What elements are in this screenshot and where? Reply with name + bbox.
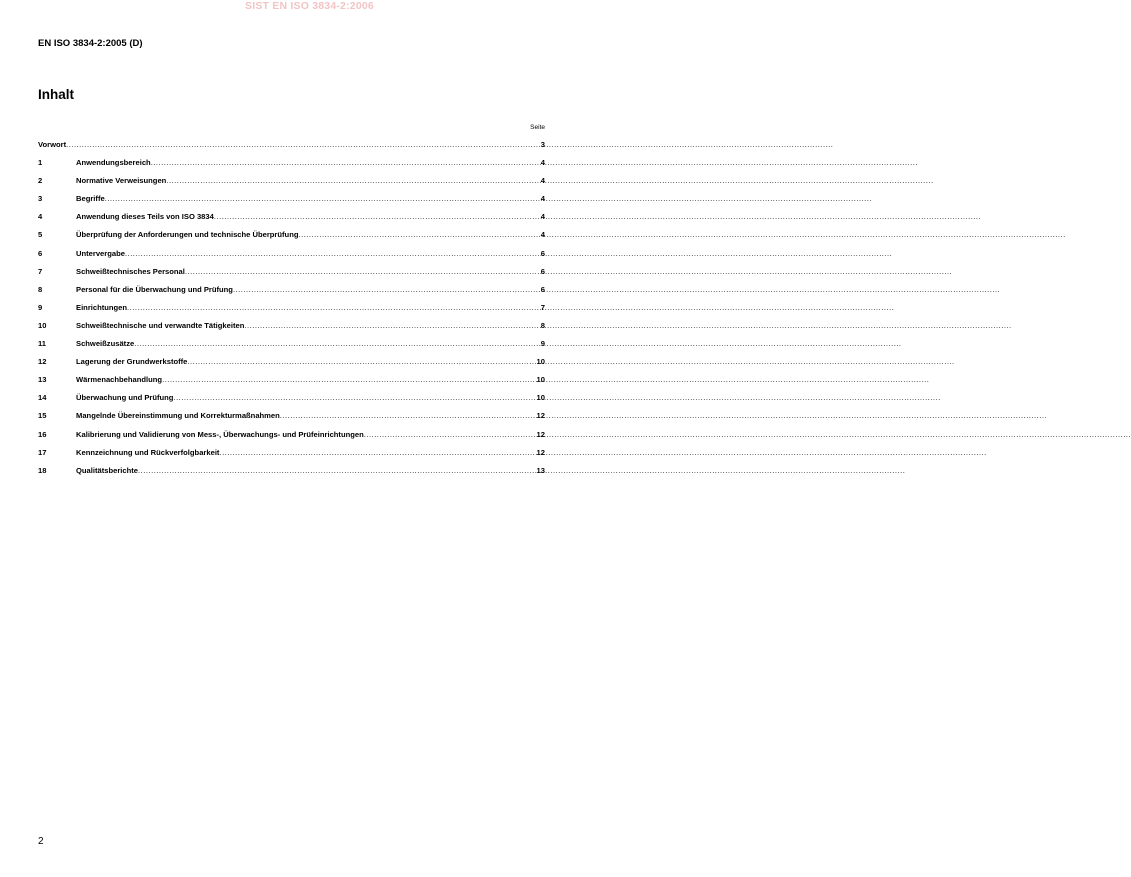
toc-entry[interactable] bbox=[38, 430, 545, 448]
toc-entry-page: 12 bbox=[536, 429, 545, 439]
toc-dot-leader bbox=[127, 303, 541, 312]
toc-entry-number: 7 bbox=[38, 266, 43, 276]
toc-dot-leader bbox=[166, 176, 540, 185]
toc-entry[interactable] bbox=[38, 230, 545, 248]
toc-entry[interactable] bbox=[38, 448, 545, 466]
toc-entry-title: Anwendungsbereich bbox=[76, 158, 151, 168]
page-number: 2 bbox=[38, 836, 44, 847]
toc-entry-page: 12 bbox=[536, 447, 545, 457]
toc-entry[interactable] bbox=[38, 321, 545, 339]
toc-entry[interactable] bbox=[38, 375, 545, 393]
toc-entry-title: Kalibrierung und Validierung von Mess-, Überwachungs- und Prüfeinrichtungen bbox=[76, 429, 364, 439]
toc-entry-page: 6 bbox=[540, 248, 545, 258]
document-id: EN ISO 3834-2:2005 (D) bbox=[38, 38, 143, 49]
toc-entry-page: 4 bbox=[540, 194, 545, 204]
toc-entry-page: 7 bbox=[540, 302, 545, 312]
toc-entry-number: 14 bbox=[38, 393, 47, 403]
watermark: SIST EN ISO 3834-2:2006 bbox=[245, 0, 374, 12]
toc-entry[interactable] bbox=[38, 393, 545, 411]
toc-entry-number: 2 bbox=[38, 176, 43, 186]
toc-dot-leader bbox=[214, 212, 541, 221]
page-column-label: Seite bbox=[530, 124, 545, 131]
toc-dot-leader bbox=[185, 267, 541, 276]
toc-entry[interactable] bbox=[38, 466, 545, 484]
toc-entry-number: 6 bbox=[38, 248, 43, 258]
toc-entry-number: 12 bbox=[38, 357, 47, 367]
toc-entry-page: 4 bbox=[540, 158, 545, 168]
toc-entry-number: 16 bbox=[38, 429, 47, 439]
toc-entry[interactable] bbox=[38, 194, 545, 212]
toc-entry-title: Überprüfung der Anforderungen und technische Überprüfung bbox=[76, 230, 299, 240]
toc-entry[interactable] bbox=[38, 303, 545, 321]
toc-entry-number: 8 bbox=[38, 284, 43, 294]
toc-entry-title: Lagerung der Grundwerkstoffe bbox=[76, 357, 188, 367]
toc-dot-leader bbox=[244, 321, 540, 330]
toc-entry[interactable] bbox=[38, 411, 545, 429]
toc-dot-leader bbox=[280, 411, 537, 420]
toc-dot-leader bbox=[134, 339, 541, 348]
toc-entry-number: 15 bbox=[38, 411, 47, 421]
toc-entry-title: Qualitätsberichte bbox=[76, 465, 139, 475]
toc-dot-leader bbox=[66, 140, 541, 149]
toc-entry[interactable] bbox=[38, 267, 545, 285]
toc-entry-page: 13 bbox=[536, 465, 545, 475]
toc-entry-number: 5 bbox=[38, 230, 43, 240]
toc-heading: Inhalt bbox=[38, 87, 74, 102]
toc-entry-number: 11 bbox=[38, 339, 47, 349]
toc-entry-number: 10 bbox=[38, 320, 47, 330]
toc-entry-title: Vorwort bbox=[38, 140, 67, 149]
toc-dot-leader bbox=[298, 230, 540, 239]
toc-dot-leader bbox=[219, 448, 536, 457]
toc-dot-leader bbox=[138, 466, 537, 475]
toc-dot-leader bbox=[162, 375, 536, 384]
toc-entry-title: Schweißtechnische und verwandte Tätigkeiten bbox=[76, 320, 245, 330]
toc-entry-number: 13 bbox=[38, 375, 47, 385]
toc-entry-title: Einrichtungen bbox=[76, 302, 128, 312]
toc-entry-page: 6 bbox=[540, 284, 545, 294]
toc-entry-title: Überwachung und Prüfung bbox=[76, 393, 174, 403]
toc-entry-page: 4 bbox=[540, 176, 545, 186]
toc-entry-title: Begriffe bbox=[76, 194, 105, 204]
toc-entry-number: 4 bbox=[38, 212, 43, 222]
toc-entry-title: Schweißtechnisches Personal bbox=[76, 266, 185, 276]
toc-entry[interactable] bbox=[38, 176, 545, 194]
toc-entry-page: 6 bbox=[540, 266, 545, 276]
toc-entry-number: 9 bbox=[38, 302, 43, 312]
toc-entry-number: 18 bbox=[38, 465, 47, 475]
toc-dot-leader bbox=[173, 393, 536, 402]
toc-entry[interactable] bbox=[38, 357, 545, 375]
toc-entry-title: Schweißzusätze bbox=[76, 339, 135, 349]
toc-entry-page: 10 bbox=[536, 357, 545, 367]
toc-entry[interactable] bbox=[38, 212, 545, 230]
toc-entry-page: 10 bbox=[536, 375, 545, 385]
toc-entry-number: 3 bbox=[38, 194, 43, 204]
toc-dot-leader bbox=[151, 158, 541, 167]
toc-entry-title: Mangelnde Übereinstimmung und Korrekturmaßnahmen bbox=[76, 411, 280, 421]
toc-entry-number: 17 bbox=[38, 447, 47, 457]
toc-entry-title: Anwendung dieses Teils von ISO 3834 bbox=[76, 212, 214, 222]
toc-entry[interactable] bbox=[38, 158, 545, 176]
toc-entry[interactable] bbox=[38, 140, 545, 158]
toc-dot-leader bbox=[233, 285, 541, 294]
toc-dot-leader bbox=[105, 194, 541, 203]
toc-dot-leader bbox=[125, 249, 541, 258]
toc-entry-title: Normative Verweisungen bbox=[76, 176, 167, 186]
toc-dot-leader bbox=[364, 430, 537, 439]
toc-entry[interactable] bbox=[38, 249, 545, 267]
toc-entry-number: 1 bbox=[38, 158, 43, 168]
table-of-contents bbox=[38, 140, 545, 484]
toc-entry-page: 3 bbox=[540, 140, 545, 149]
toc-entry-page: 4 bbox=[540, 212, 545, 222]
toc-entry[interactable] bbox=[38, 285, 545, 303]
toc-entry-page: 4 bbox=[540, 230, 545, 240]
toc-entry-page: 8 bbox=[540, 320, 545, 330]
toc-entry-title: Wärmenachbehandlung bbox=[76, 375, 163, 385]
toc-entry-title: Personal für die Überwachung und Prüfung bbox=[76, 284, 233, 294]
toc-entry[interactable] bbox=[38, 339, 545, 357]
toc-entry-page: 12 bbox=[536, 411, 545, 421]
toc-entry-page: 10 bbox=[536, 393, 545, 403]
toc-entry-page: 9 bbox=[540, 339, 545, 349]
toc-dot-leader bbox=[187, 357, 536, 366]
toc-entry-title: Untervergabe bbox=[76, 248, 125, 258]
toc-entry-title: Kennzeichnung und Rückverfolgbarkeit bbox=[76, 447, 220, 457]
